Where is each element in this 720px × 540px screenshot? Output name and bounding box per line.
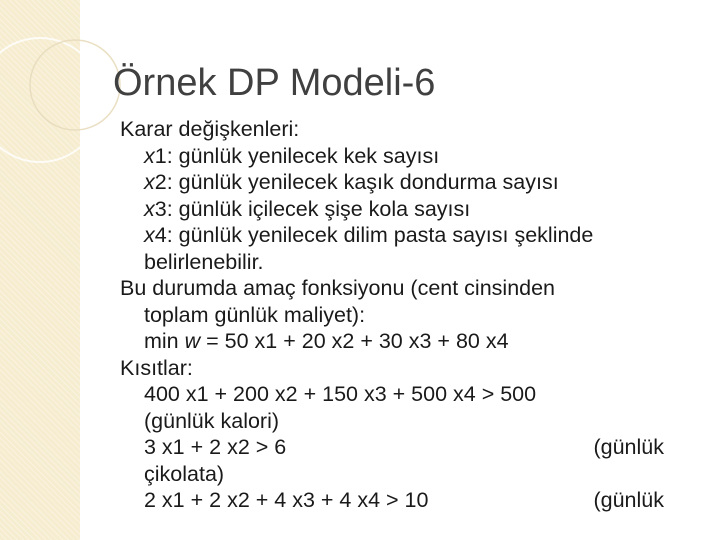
constraint-2-label-continuation: çikolata) [144,461,225,486]
objective-function [120,328,700,355]
var-x2-number: 2 [154,170,167,194]
var-x1-number: 1 [154,143,167,168]
var-x1-symbol: x [144,143,155,168]
variable-x2-text: : günlük yenilecek kaşık dondurma sayısı [166,170,559,194]
variable-x3-line [120,196,700,223]
objective-w: w [184,329,201,353]
variable-x4-continuation: belirlenebilir. [144,249,264,274]
variable-x2-line [120,169,700,196]
var-x4-symbol: x [144,223,155,247]
variable-x4-text: : günlük yenilecek dilim pasta sayısı şeklinde [166,223,594,247]
var-x3-symbol: x [144,196,155,221]
decorative-side-band [0,0,80,540]
var-x3-number: 3 [154,196,167,221]
constraint-2 [120,434,664,461]
objective-min: min [144,329,185,353]
variable-x4-line [120,222,700,249]
slide-title: Örnek DP Modeli-6 [113,62,436,104]
constraint-3 [120,487,664,514]
variable-x1-text: : günlük yenilecek kek sayısı [166,143,440,168]
variable-x1-line [120,143,700,170]
slide-body [120,116,700,514]
objective-intro-continuation: toplam günlük maliyet): [144,302,366,327]
constraint-2-expression: 3 x1 + 2 x2 > 6 [144,435,287,459]
var-x2-symbol: x [144,170,155,194]
objective-expression: = 50 x1 + 20 x2 + 30 x3 + 80 x4 [200,329,509,353]
constraint-3-expression: 2 x1 + 2 x2 + 4 x3 + 4 x4 > 10 [144,488,429,512]
heading-decision-variables: Karar değişkenleri: [120,117,300,141]
constraint-1: 400 x1 + 200 x2 + 150 x3 + 500 x4 > 500 [144,382,537,406]
variable-x3-text: : günlük içilecek şişe kola sayısı [166,196,471,221]
constraint-2-label: (günlük [593,435,664,459]
var-x4-number: 4 [154,223,167,247]
heading-constraints: Kısıtlar: [120,355,193,380]
constraint-1-label: (günlük kalori) [144,408,280,433]
objective-intro: Bu durumda amaç fonksiyonu (cent cinsinden [120,276,556,300]
constraint-3-label: (günlük [593,488,664,512]
